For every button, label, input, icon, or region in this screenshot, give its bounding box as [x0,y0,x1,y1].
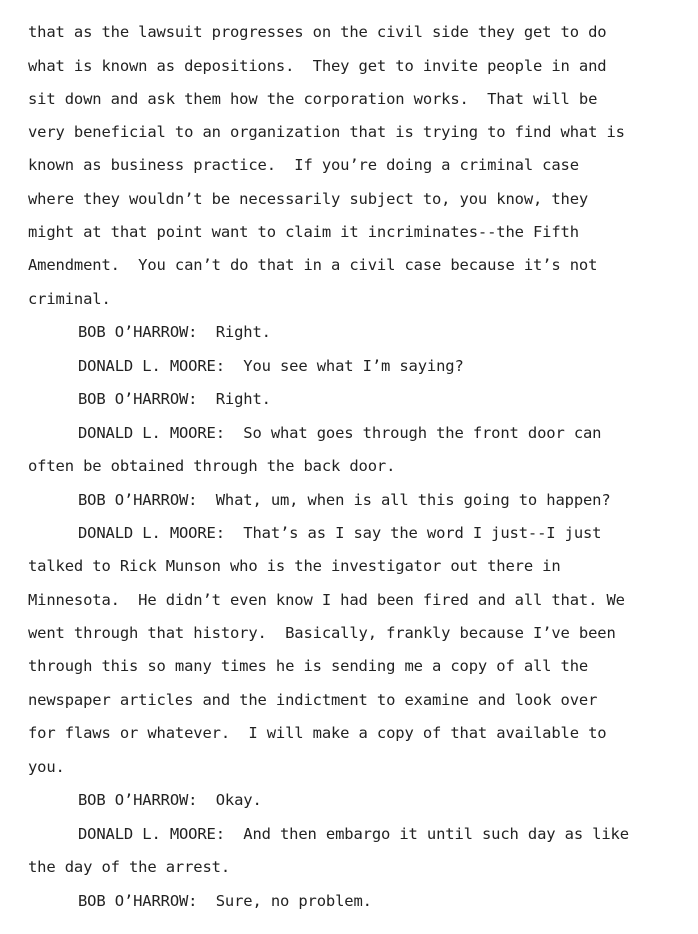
transcript-line: newspaper articles and the indictment to examine and look over [28,691,598,709]
transcript-line: known as business practice. If you’re doing a criminal case [28,156,579,174]
speaker-line: DONALD L. MOORE: That’s as I say the word I just--I just [78,524,602,542]
transcript-line: talked to Rick Munson who is the investigator out there in [28,557,561,575]
transcript-line: went through that history. Basically, frankly because I’ve been [28,624,616,642]
transcript-line: the day of the arrest. [28,858,230,876]
transcript-line: where they wouldn’t be necessarily subject to, you know, they [28,190,589,208]
transcript-line: through this so many times he is sending me a copy of all the [28,657,589,675]
transcript-line: Amendment. You can’t do that in a civil case because it’s not [28,256,598,274]
transcript-line: Minnesota. He didn’t even know I had been fired and all that. We [28,591,625,609]
speaker-line: BOB O’HARROW: Right. [78,390,271,408]
transcript-line: might at that point want to claim it incriminates--the Fifth [28,223,579,241]
speaker-line: DONALD L. MOORE: So what goes through the front door can [78,424,602,442]
speaker-line: BOB O’HARROW: What, um, when is all this going to happen? [78,491,611,509]
transcript-line: that as the lawsuit progresses on the civil side they get to do [28,23,607,41]
speaker-line: BOB O’HARROW: Right. [78,323,271,341]
transcript-line: sit down and ask them how the corporation works. That will be [28,90,598,108]
speaker-line: BOB O’HARROW: Sure, no problem. [78,892,372,910]
speaker-line: BOB O’HARROW: Okay. [78,791,262,809]
transcript-line: often be obtained through the back door. [28,457,396,475]
transcript-line: very beneficial to an organization that is trying to find what is [28,123,625,141]
transcript-line: for flaws or whatever. I will make a copy of that available to [28,724,607,742]
transcript-line: what is known as depositions. They get to invite people in and [28,57,607,75]
transcript-line: you. [28,758,65,776]
transcript-line: criminal. [28,290,111,308]
speaker-line: DONALD L. MOORE: You see what I’m saying? [78,357,464,375]
speaker-line: DONALD L. MOORE: And then embargo it until such day as like [78,825,629,843]
